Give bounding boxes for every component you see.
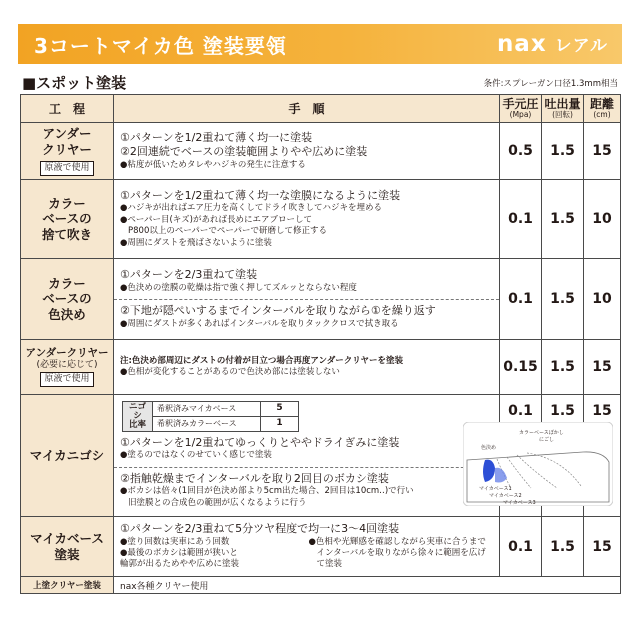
pressure-value: 0.1 — [500, 180, 542, 259]
blending-diagram — [463, 422, 613, 506]
table-row — [21, 123, 621, 180]
header-row — [21, 95, 621, 123]
ratio-item-name: 希釈済みマイカベース — [153, 402, 261, 417]
discharge-value: 1.5 — [542, 180, 584, 259]
pressure-value: 0.1 — [500, 395, 542, 517]
distance-value: 10 — [584, 180, 621, 259]
topcoat-clear-text: nax各種クリヤー使用 — [114, 577, 621, 594]
discharge-value: 1.5 — [542, 340, 584, 395]
process-cell: マイカベース 塗装 — [21, 517, 114, 577]
process-cell: マイカニゴシ — [21, 395, 114, 517]
section-title: ■スポット塗装 — [22, 74, 127, 92]
distance-value: 15 — [584, 123, 621, 180]
procedure-table — [20, 94, 621, 594]
steps-cell: ①パターンを1/2重ねて薄く均一に塗装 ②2回連続でベースの塗装範囲よりやや広めに塗装 ●粘度が低いためタレやハジキの発生に注意する — [114, 123, 500, 180]
spray-condition: 条件:スプレーガン口径1.3mm相当 — [483, 79, 618, 89]
table-row — [21, 340, 621, 395]
label-mica-1: マイカベース1 — [479, 486, 512, 492]
label-color-decision: 色決め — [481, 445, 497, 451]
table-row — [21, 180, 621, 259]
steps-cell: ①パターンを2/3重ねて塗装 ●色決めの塗膜の乾燥は指で強く押してズルッとならない程度 ②下地が隠ぺいするまでインターバルを取りながら①を繰り返す ●周囲にダストが多くあればインターバルを取りタッククロスで拭き取る — [114, 259, 500, 340]
table-row — [21, 517, 621, 577]
stock-solution-tag: 原液で使用 — [40, 161, 93, 176]
distance-value: 10 — [584, 259, 621, 340]
process-cell: アンダークリヤー (必要に応じて) 原液で使用 — [21, 340, 114, 395]
table-row — [21, 259, 621, 340]
topcoat-clear-label: 上塗クリヤー塗装 — [21, 577, 114, 594]
label-mica-2: マイカベース2 — [489, 493, 522, 499]
process-cell: カラー ベースの 色決め — [21, 259, 114, 340]
pressure-value: 0.5 — [500, 123, 542, 180]
header-distance: 距離 (cm) — [584, 95, 621, 123]
pressure-value: 0.15 — [500, 340, 542, 395]
distance-value: 15 — [584, 340, 621, 395]
distance-value: 15 — [584, 517, 621, 577]
mixing-ratio-table — [122, 401, 299, 432]
steps-cell: 注:色決め部周辺にダストの付着が目立つ場合再度アンダークリヤーを塗装 ●色相が変化することがあるので色決め部には塗装しない — [114, 340, 500, 395]
steps-cell: ニゴシ 比率 希釈済みマイカベース 5 希釈済みカラーベース 1 ①パターンを1/2重ねてゆっくりとややドライぎみに塗装 ●塗るのではなくのせていく感じで塗装 ②指触乾燥までインターバルを取り2回目のボカシ塗装 ●ボカシは倍々(1回目が色決め部より5cm出た場合、2回目は10cm‥)で行い 旧塗膜との合成色の範囲が広くなるように行う — [114, 395, 500, 517]
header-process: 工 程 — [21, 95, 114, 123]
stock-solution-tag: 原液で使用 — [40, 372, 93, 387]
header-steps: 手 順 — [114, 95, 500, 123]
process-cell: カラー ベースの 捨て吹き — [21, 180, 114, 259]
nax-real-logo — [497, 31, 608, 57]
label-niko: にごし — [539, 437, 555, 443]
process-cell: アンダー クリヤー 原液で使用 — [21, 123, 114, 180]
pressure-value: 0.1 — [500, 517, 542, 577]
discharge-value: 1.5 — [542, 123, 584, 180]
ratio-item-name: 希釈済みカラーベース — [153, 416, 261, 431]
label-mica-3: マイカベース3 — [503, 500, 536, 506]
pressure-value: 0.1 — [500, 259, 542, 340]
header-pressure: 手元圧 (Mpa) — [500, 95, 542, 123]
dashed-divider — [114, 467, 499, 468]
discharge-value: 1.5 — [542, 259, 584, 340]
ratio-item-value: 1 — [261, 416, 299, 431]
discharge-value: 1.5 — [542, 395, 584, 517]
title-banner — [18, 24, 622, 64]
steps-cell: ①パターンを1/2重ねて薄く均一な塗膜になるように塗装 ●ハジキが出ればエア圧力を高くしてドライ吹きしてハジキを埋める ●ペーパー目(キズ)があれば長めにエアブローして P800以上のペーパーでペーパーで研磨して修正する ●周囲にダストを飛ばさないように塗装 — [114, 180, 500, 259]
logo-nax-text: nax — [496, 31, 547, 57]
dashed-divider — [114, 299, 499, 300]
distance-value: 15 — [584, 395, 621, 517]
logo-real-text: レアル — [554, 36, 608, 56]
discharge-value: 1.5 — [542, 517, 584, 577]
ratio-item-value: 5 — [261, 402, 299, 417]
steps-cell: ①パターンを2/3重ねて5分ツヤ程度で均一に3～4回塗装 ●塗り回数は実車にあう回数 ●最後のボカシは範囲が狭いと 輪郭が出るためやや広めに塗装 ●色相や光輝感を確認しながら実車に合うまで インターバルを取りながら徐々に範囲を広げて塗装 — [114, 517, 500, 577]
label-colorbase-blend: カラーベースぼかし — [519, 430, 564, 436]
footer-row — [21, 577, 621, 594]
header-discharge: 吐出量 (回転) — [542, 95, 584, 123]
ratio-label: ニゴシ 比率 — [123, 402, 153, 432]
page-title: 3コートマイカ色 塗装要領 — [34, 33, 287, 58]
